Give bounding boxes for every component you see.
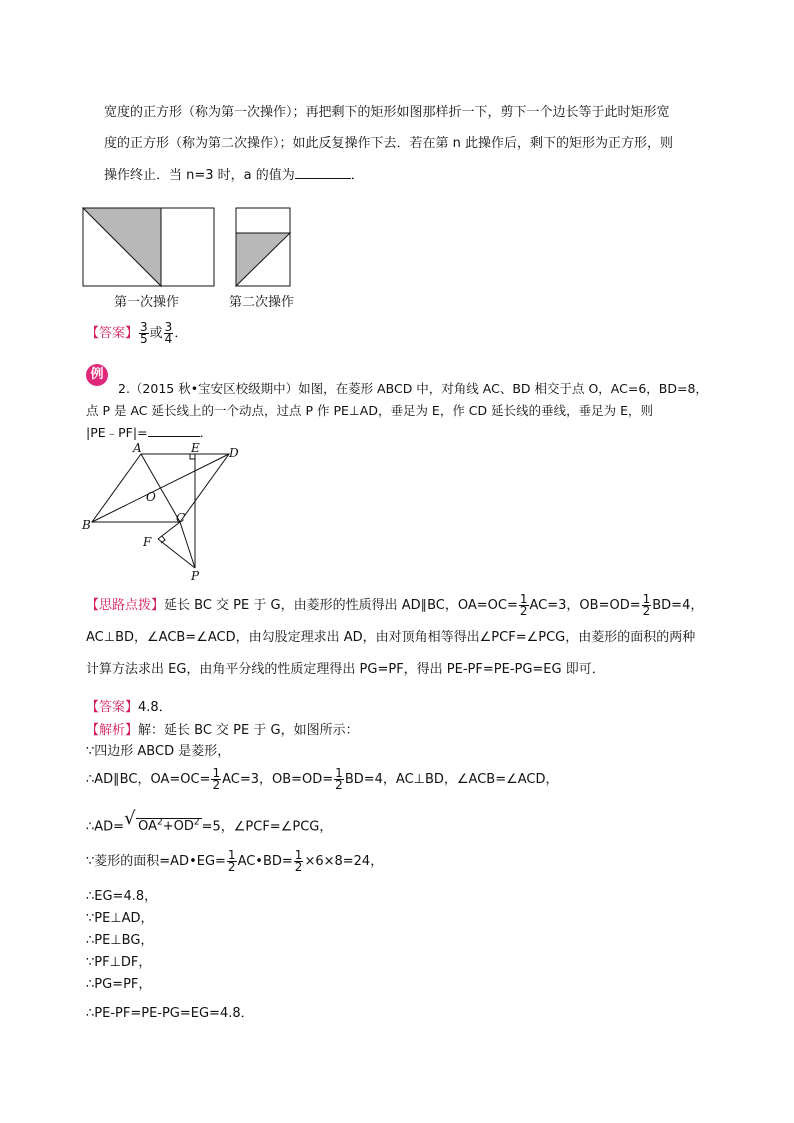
folding-figure: [80, 205, 300, 295]
hint-line1: 【思路点拨】延长 BC 交 PE 于 G，由菱形的性质得出 AD∥BC，OA=OC= $\frac{1}{2}$ AC=3，OB=OD= $\frac{1}{2}$ BD=4，: [86, 592, 704, 618]
fraction-half: $\frac{1}{2}$: [519, 592, 528, 618]
rhombus-figure: [78, 440, 258, 585]
analysis-line4: ∵菱形的面积=AD•EG= $\frac{1}{2}$ AC•BD= $\frac{1}{2}$ ×6×8=24，: [86, 848, 384, 874]
answer2: [86, 699, 172, 717]
diagonal-bd: [92, 454, 229, 522]
right-angle-f: [161, 536, 165, 543]
caption-first-operation: 第一次操作: [114, 295, 180, 310]
analysis-line10: ∴PE-PF=PE-PG=EG=4.8．: [86, 1006, 254, 1021]
extension-cp: [180, 522, 195, 568]
hint-tag: 【思路点拨】: [86, 598, 165, 613]
label-d: D: [229, 446, 239, 460]
analysis-line2: ∴AD∥BC，OA=OC= $\frac{1}{2}$ AC=3，OB=OD= $\frac{1}{2}$ BD=4，AC⊥BD，∠ACB=∠ACD，: [86, 766, 559, 792]
answer-blank-2: [148, 424, 200, 437]
fraction-half: $\frac{1}{2}$: [335, 766, 343, 792]
answer1: 【答案】 $\frac{3}{5}$ 或 $\frac{3}{4}$ ．: [86, 320, 188, 346]
analysis-line0: 【解析】解：延长 BC 交 PE 于 G，如图所示：: [86, 723, 359, 738]
hint-line3: 计算方法求出 EG，由角平分线的性质定理得出 PG=PF，得出 PE-PF=PE-PG=EG 即可．: [86, 662, 605, 677]
analysis-line7: ∴PE⊥BG，: [86, 933, 154, 948]
label-a: A: [133, 441, 142, 455]
analysis-tag: 【解析】: [86, 723, 139, 738]
example-line1: 2.（2015 秋•宝安区校级期中）如图，在菱形 ABCD 中，对角线 AC、BD 相交于点 O，AC=6，BD=8，: [118, 381, 708, 396]
answer2-tag: 【答案】: [86, 700, 139, 715]
label-f: F: [143, 535, 152, 549]
radical-sign: √: [124, 808, 136, 829]
label-o: O: [146, 490, 156, 504]
example-line3: |PE﹣PF|= ．: [86, 425, 213, 440]
problem1-line3-text: 操作终止．当 n=3 时，a 的值为: [104, 168, 295, 183]
fraction-half: $\frac{1}{2}$: [294, 848, 303, 874]
hint-line2: AC⊥BD，∠ACB=∠ACD，由勾股定理求出 AD，由对顶角相等得出∠PCF=∠PCG，由菱形的面积的两种: [86, 630, 696, 645]
problem1-line2: 度的正方形（称为第二次操作）；如此反复操作下去．若在第 n 此操作后，剩下的矩形为正方形，则: [104, 136, 674, 151]
answer2-value: 4.8．: [138, 700, 172, 715]
caption-second-operation: 第二次操作: [229, 295, 295, 310]
analysis-line8: ∵PF⊥DF，: [86, 955, 152, 970]
label-b: B: [82, 518, 91, 532]
analysis-line9: ∴PG=PF，: [86, 977, 152, 992]
fraction-half: $\frac{1}{2}$: [227, 848, 236, 874]
example-badge: 例: [86, 364, 108, 386]
problem1-line3: 操作终止．当 n=3 时，a 的值为 ．: [104, 168, 364, 183]
label-e: E: [191, 441, 200, 455]
example-line2: 点 P 是 AC 延长线上的一个动点，过点 P 作 PE⊥AD，垂足为 E，作 CD 延长线的垂线，垂足为 E，则: [86, 403, 653, 418]
analysis-line5: ∴EG=4.8，: [86, 889, 158, 904]
fraction-3-4: $\frac{3}{4}$: [164, 320, 173, 346]
label-p: P: [191, 569, 200, 583]
fraction-half: $\frac{1}{2}$: [642, 592, 651, 618]
fraction-half: $\frac{1}{2}$: [212, 766, 221, 792]
problem1-line1: 宽度的正方形（称为第一次操作）；再把剩下的矩形如图那样折一下，剪下一个边长等于此时矩形宽: [104, 105, 670, 120]
answer-blank: [295, 166, 351, 179]
answer-tag: 【答案】: [86, 326, 139, 341]
segment-pf: [158, 539, 195, 568]
analysis-line3: ∴AD= √ $OA^2+OD^2 =5$，∠PCF=∠PCG，: [86, 808, 333, 835]
label-c: C: [176, 511, 186, 525]
analysis-line6: ∵PE⊥AD，: [86, 911, 154, 926]
fraction-3-5: $\frac{3}{5}$: [140, 320, 148, 346]
analysis-line1: ∵四边形 ABCD 是菱形，: [86, 744, 231, 759]
sqrt-expression: √ $OA^2+OD^2$: [124, 808, 200, 835]
